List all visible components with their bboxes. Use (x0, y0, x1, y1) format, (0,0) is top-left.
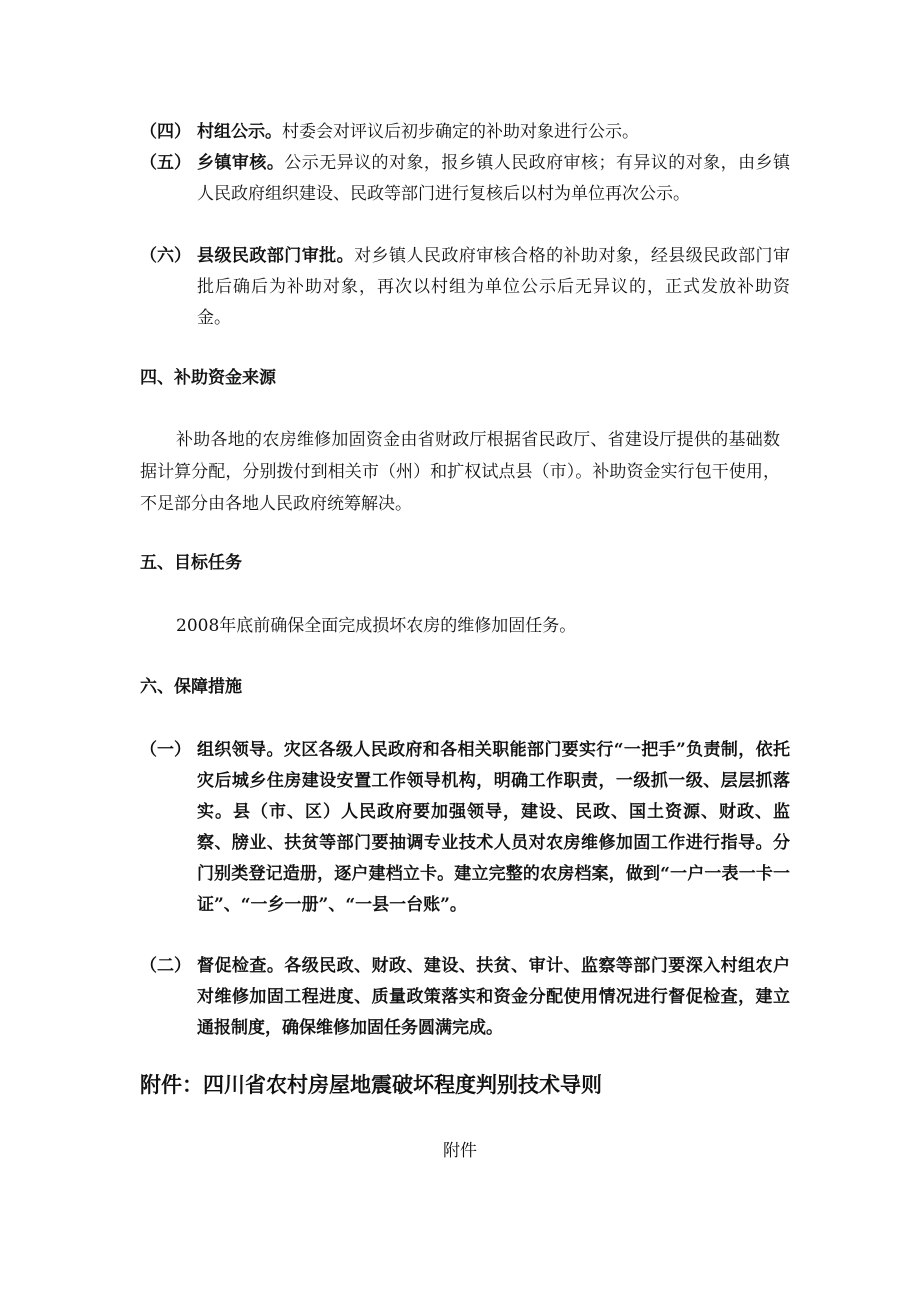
step-title: 乡镇审核。 (197, 153, 285, 173)
measure-text: 组织领导。灾区各级人民政府和各相关职能部门要实行“一把手”负责制，依托灾后城乡住房建设安置工作领导机构，明确工作职责，一级抓一级、层层抓落实。县（市、区）人民政府要加强领导，建设、民政、国土资源、财政、监察、牓业、扶贫等部门要抽调专业技术人员对农房维修加固工作进行指导。分门别类登记造册，逐户建档立卡。建立完整的农房档案，做到“一户一表一卡一证”、“一乡一册”、“一县一台账”。 (197, 740, 790, 915)
measure-item (140, 735, 790, 921)
step-item (140, 117, 790, 148)
step-number: （五） (140, 153, 191, 173)
measure-number: （二） (140, 956, 191, 976)
measure-item (140, 951, 790, 1044)
step-title: 县级民政部门审批。 (197, 246, 355, 266)
section-heading: 五、目标任务 (140, 553, 242, 573)
step-title: 村组公示。 (197, 122, 282, 142)
step-text: 村委会对评议后初步确定的补助对象进行公示。 (282, 122, 639, 142)
step-text: 对乡镇人民政府审核合格的补助对象，经县级民政部门审批后确后为补助对象，再次以村组为单位公示后无异议的，正式发放补助资金。 (197, 246, 791, 328)
step-item (140, 148, 790, 210)
annex-title: 附件：四川省农村房屋地震破坏程度判别技术导则 (140, 1072, 602, 1097)
measure-number: （一） (140, 740, 191, 760)
step-item (140, 241, 790, 334)
section-heading: 六、保障措施 (140, 677, 242, 697)
annex-label: 附件 (443, 1141, 477, 1161)
step-text: 公示无异议的对象，报乡镇人民政府审核；有异议的对象，由乡镇人民政府组织建设、民政等部门进行复核后以村为单位再次公示。 (197, 153, 791, 204)
section-body: 补助各地的农房维修加固资金由省财政厅根据省民政厅、省建设厅提供的基础数据计算分配，分别拨付到相关市（州）和扩权试点县（市）。补助资金实行包干使用，不足部分由各地人民政府统筹解决。 (140, 430, 780, 514)
measure-text: 督促检查。各级民政、财政、建设、扶贫、审计、监察等部门要深入村组农户对维修加固工程进度、质量政策落实和资金分配使用情况进行督促检查，建立通报制度，确保维修加固任务圆满完成。 (197, 956, 790, 1038)
step-number: （四） (140, 122, 191, 142)
section-heading: 四、补助资金来源 (140, 368, 276, 388)
step-number: （六） (140, 246, 191, 266)
section-body: 2008年底前确保全面完成损坏农房的维修加固任务。 (176, 616, 577, 636)
